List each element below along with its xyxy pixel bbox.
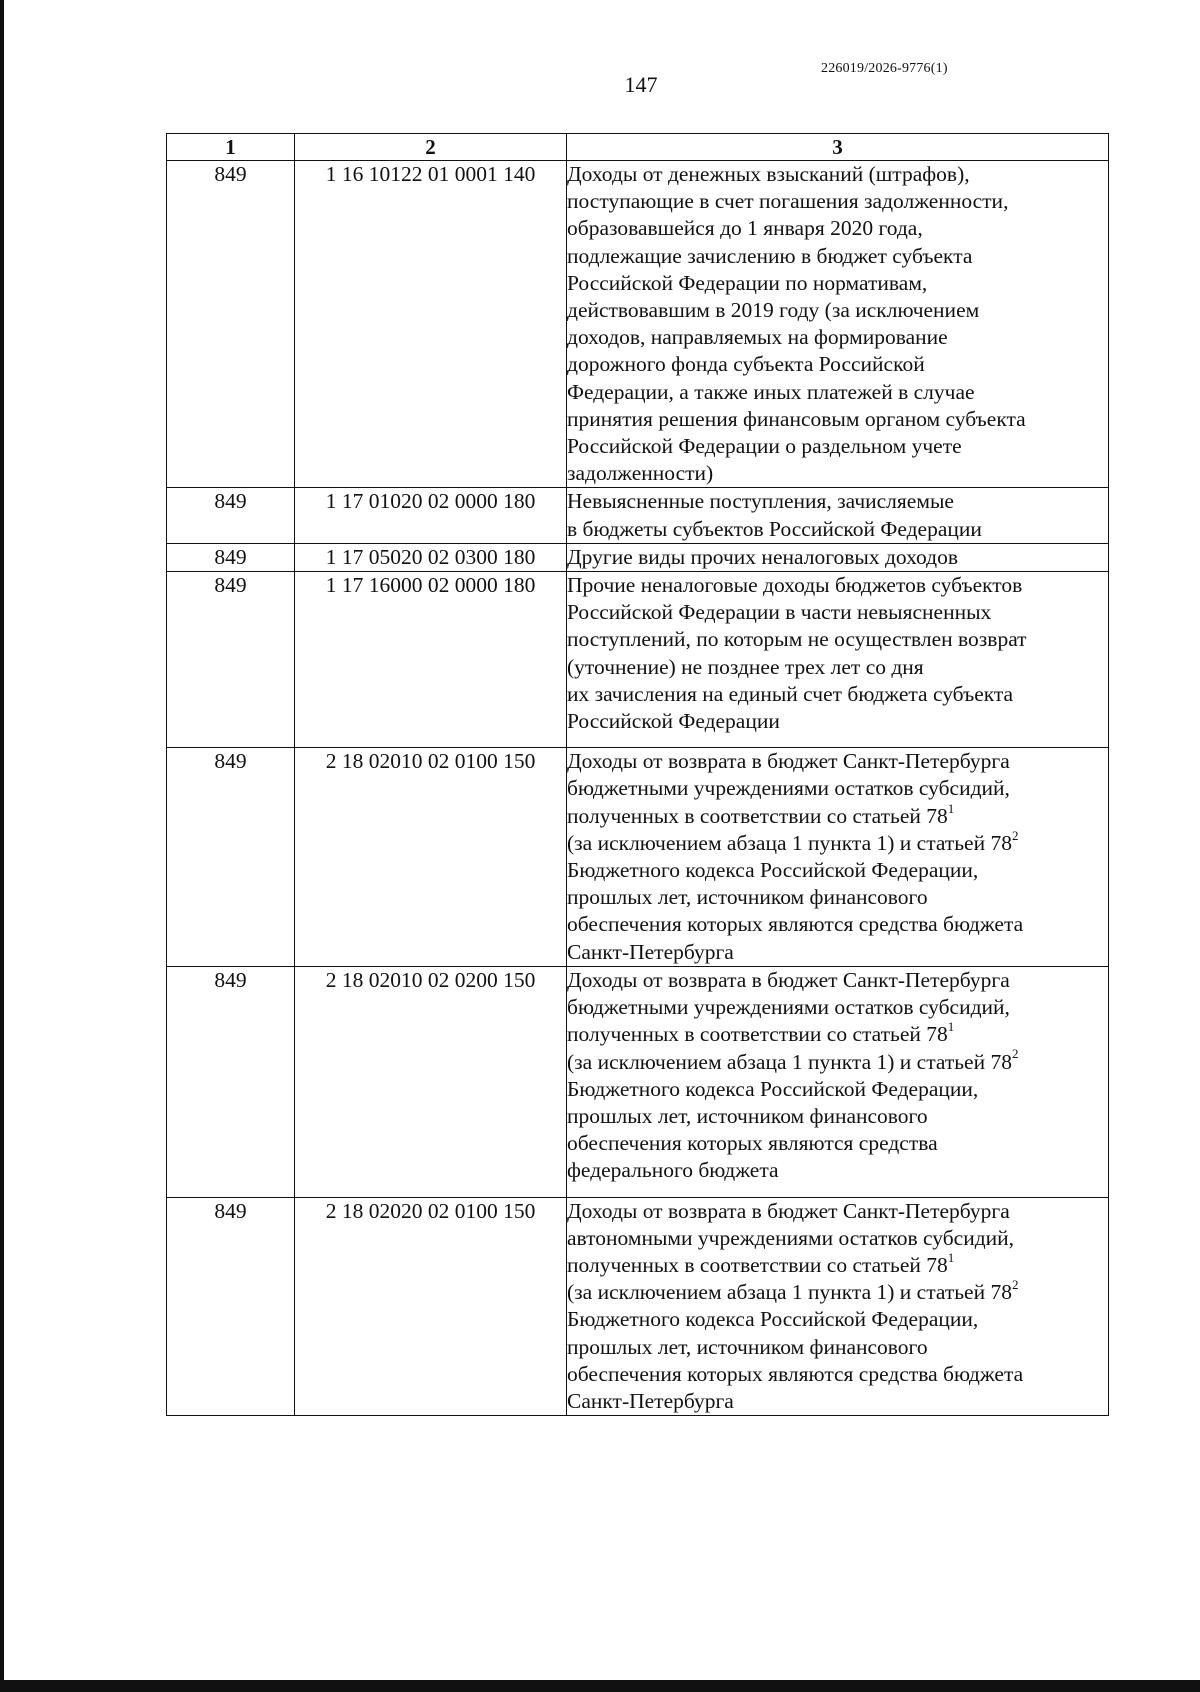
page-number: 147 <box>624 72 658 97</box>
description-line: обеспечения которых являются средства <box>567 1131 938 1156</box>
description-line <box>567 800 1108 830</box>
description-line: их зачисления на единый счет бюджета субъекта <box>567 681 1014 706</box>
revenue-code-cell: 2 18 02020 02 0100 150 <box>295 1197 567 1416</box>
description-line: Российской Федерации о раздельном учете <box>567 434 962 459</box>
admin-code-cell: 849 <box>167 572 295 748</box>
description-line: принятия решения финансовым органом субъекта <box>567 406 1026 431</box>
description-line: действовавшим в 2019 году (за исключением <box>567 298 980 323</box>
scan-bottom-edge <box>0 1680 1200 1692</box>
description-line: подлежащие зачислению в бюджет субъекта <box>567 243 973 268</box>
revenue-code-cell: 1 17 16000 02 0000 180 <box>295 572 567 748</box>
description-text: (за исключением абзаца 1 пункта 1) и статьей 78 <box>567 830 1012 855</box>
table-header-row <box>167 134 1109 161</box>
description-line: бюджетными учреждениями остатков субсидий, <box>567 995 1010 1020</box>
table-row <box>167 1197 1109 1416</box>
description-line: Российской Федерации в части невыясненных <box>567 600 992 625</box>
description-text: полученных в соответствии со статьей 78 <box>567 803 948 828</box>
description-line: Доходы от возврата в бюджет Санкт-Петербурга <box>567 967 1010 992</box>
description-line: бюджетными учреждениями остатков субсидий, <box>567 776 1010 801</box>
table-row <box>167 488 1109 543</box>
description-line <box>567 1046 1108 1076</box>
description-line: Доходы от возврата в бюджет Санкт-Петербурга <box>567 1198 1010 1223</box>
admin-code-cell: 849 <box>167 966 295 1197</box>
document-id: 226019/2026-9776(1) <box>821 61 948 76</box>
admin-code-cell: 849 <box>167 1197 295 1416</box>
table-row <box>167 748 1109 967</box>
description-line: поступающие в счет погашения задолженности, <box>567 189 1009 214</box>
description-line: Невыясненные поступления, зачисляемые <box>567 489 954 514</box>
description-cell <box>567 543 1109 571</box>
description-line: доходов, направляемых на формирование <box>567 325 948 350</box>
description-line <box>567 1021 1108 1048</box>
description-line: Доходы от возврата в бюджет Санкт-Петербурга <box>567 749 1010 774</box>
superscript: 2 <box>1011 1046 1019 1062</box>
description-line: дорожного фонда субъекта Российской <box>567 352 925 377</box>
scan-left-edge <box>0 0 4 1692</box>
table-row <box>167 543 1109 571</box>
description-line: Доходы от денежных взысканий (штрафов), <box>567 162 970 186</box>
description-line: Бюджетного кодекса Российской Федерации, <box>567 1076 979 1101</box>
description-text: полученных в соответствии со статьей 78 <box>567 1252 948 1277</box>
description-line: Другие виды прочих неналоговых доходов <box>567 544 959 569</box>
description-line: Российской Федерации по нормативам, <box>567 270 928 295</box>
description-cell <box>567 488 1109 543</box>
description-line: в бюджеты субъектов Российской Федерации <box>567 516 982 541</box>
superscript: 1 <box>947 800 955 816</box>
description-line: обеспечения которых являются средства бюджета <box>567 1361 1024 1386</box>
revenue-code-cell: 1 17 01020 02 0000 180 <box>295 488 567 543</box>
description-line: Прочие неналоговые доходы бюджетов субъектов <box>567 573 1023 598</box>
description-line: (уточнение) не позднее трех лет со дня <box>567 654 924 679</box>
description-line: задолженности) <box>567 461 714 486</box>
description-line: автономными учреждениями остатков субсидий, <box>567 1225 1015 1250</box>
column-header: 3 <box>567 134 1109 161</box>
revenue-code-cell: 1 17 05020 02 0300 180 <box>295 543 567 571</box>
description-cell <box>567 1197 1109 1416</box>
description-line: Санкт-Петербурга <box>567 1388 734 1413</box>
description-line: Бюджетного кодекса Российской Федерации, <box>567 858 979 883</box>
description-text: полученных в соответствии со статьей 78 <box>567 1022 948 1047</box>
table-row <box>167 966 1109 1197</box>
description-line: Федерации, а также иных платежей в случае <box>567 379 975 404</box>
revenue-code-cell: 1 16 10122 01 0001 140 <box>295 161 567 488</box>
table-row <box>167 161 1109 488</box>
description-line: федерального бюджета <box>567 1158 779 1183</box>
description-text: (за исключением абзаца 1 пункта 1) и статьей 78 <box>567 1280 1012 1305</box>
description-line <box>567 1249 1108 1279</box>
superscript: 1 <box>947 1019 955 1035</box>
description-cell <box>567 572 1109 748</box>
description-line: Бюджетного кодекса Российской Федерации, <box>567 1307 979 1332</box>
description-line: поступлений, по которым не осуществлен возврат <box>567 627 1027 652</box>
description-text: (за исключением абзаца 1 пункта 1) и статьей 78 <box>567 1049 1012 1074</box>
budget-classification-table <box>166 133 1109 1416</box>
description-line <box>567 1276 1108 1306</box>
admin-code-cell: 849 <box>167 488 295 543</box>
admin-code-cell: 849 <box>167 543 295 571</box>
table-row <box>167 572 1109 748</box>
description-line: Российской Федерации <box>567 709 780 734</box>
superscript: 2 <box>1011 1276 1019 1292</box>
revenue-code-cell: 2 18 02010 02 0200 150 <box>295 966 567 1197</box>
admin-code-cell: 849 <box>167 161 295 488</box>
description-cell <box>567 161 1109 488</box>
description-line: образовавшейся до 1 января 2020 года, <box>567 216 923 241</box>
superscript: 2 <box>1011 827 1019 843</box>
description-line <box>567 827 1108 857</box>
description-cell <box>567 966 1109 1197</box>
description-cell <box>567 748 1109 967</box>
description-line: обеспечения которых являются средства бюджета <box>567 912 1024 937</box>
description-line: прошлых лет, источником финансового <box>567 1334 928 1359</box>
superscript: 1 <box>947 1249 955 1265</box>
description-line: Санкт-Петербурга <box>567 939 734 964</box>
revenue-code-cell: 2 18 02010 02 0100 150 <box>295 748 567 967</box>
admin-code-cell: 849 <box>167 748 295 967</box>
column-header: 2 <box>295 134 567 161</box>
description-line: прошлых лет, источником финансового <box>567 1103 928 1128</box>
description-line: прошлых лет, источником финансового <box>567 885 928 910</box>
column-header: 1 <box>167 134 295 161</box>
